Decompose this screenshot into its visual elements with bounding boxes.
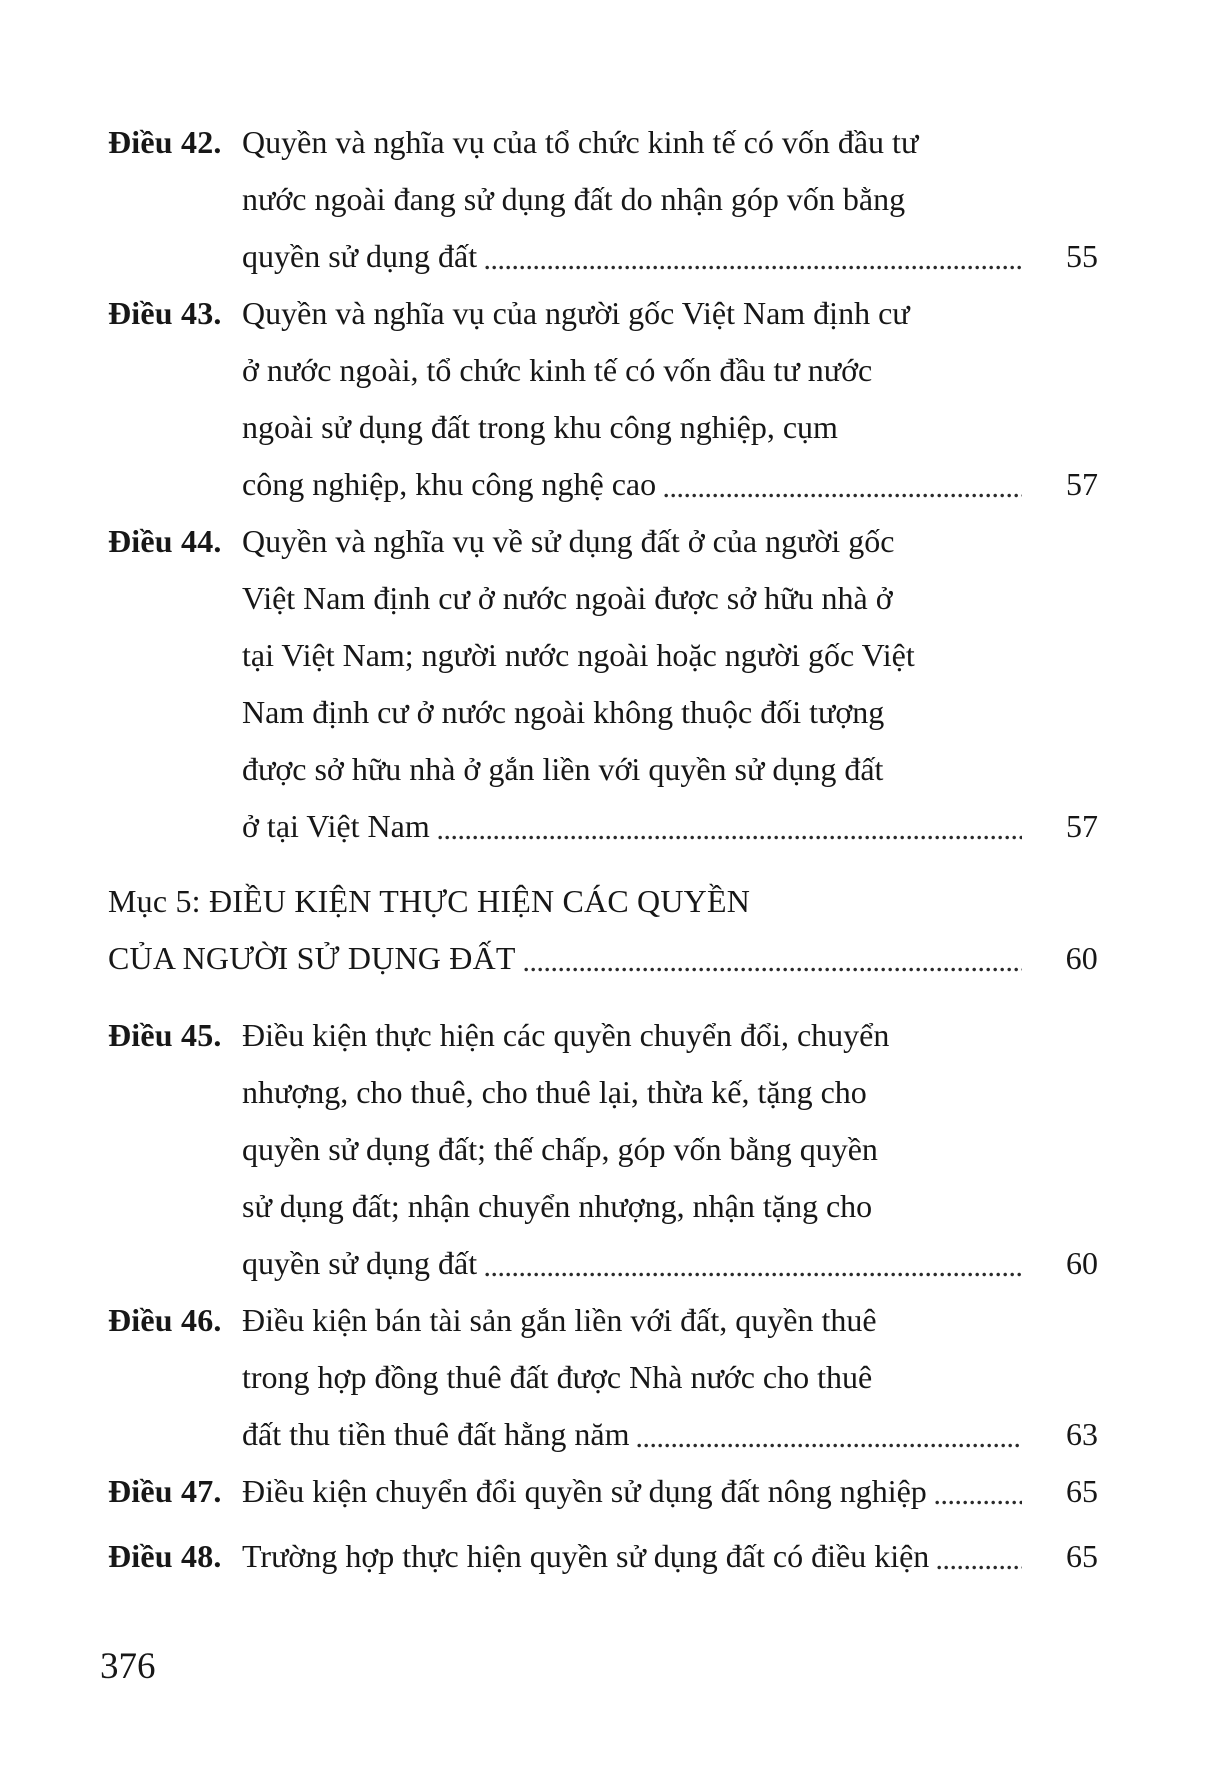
entry-line (108, 399, 1098, 456)
toc-entry-dieu-47 (108, 1463, 1098, 1520)
toc-entry-dieu-42 (108, 114, 1098, 285)
entry-line (108, 456, 1098, 513)
toc-entry-dieu-44 (108, 513, 1098, 855)
entry-line (108, 342, 1098, 399)
article-label: Điều 44. (108, 523, 222, 559)
entry-line-text: được sở hữu nhà ở gắn liền với quyền sử dụng đất (242, 751, 884, 787)
page-ref: 60 (1065, 940, 1098, 976)
entry-line-text: Điều kiện thực hiện các quyền chuyển đổi, chuyển (242, 1017, 890, 1053)
entry-line-text: nhượng, cho thuê, cho thuê lại, thừa kế, tặng cho (242, 1074, 867, 1110)
entry-line (108, 1064, 1098, 1121)
entry-line-text: quyền sử dụng đất; thế chấp, góp vốn bằng quyền (242, 1131, 878, 1167)
dot-leader (524, 967, 1022, 972)
section-heading-line (108, 873, 1098, 930)
dot-leader (935, 1500, 1022, 1505)
entry-line (108, 171, 1098, 228)
dot-leader (485, 265, 1022, 270)
entry-line-text: Điều kiện chuyển đổi quyền sử dụng đất nông nghiệp (242, 1473, 927, 1509)
section-heading-line (108, 930, 1098, 987)
entry-line-text: ngoài sử dụng đất trong khu công nghiệp, cụm (242, 409, 838, 445)
page-ref: 65 (1066, 1473, 1098, 1509)
article-label: Điều 48. (108, 1538, 222, 1574)
entry-line (108, 285, 1098, 342)
entry-line (108, 1463, 1098, 1520)
entry-line-text: Nam định cư ở nước ngoài không thuộc đối tượng (242, 694, 885, 730)
entry-line (108, 684, 1098, 741)
entry-line-text: Điều kiện bán tài sản gắn liền với đất, quyền thuê (242, 1302, 877, 1338)
entry-line (108, 798, 1098, 855)
entry-line (108, 114, 1098, 171)
section-heading-muc-5 (108, 873, 1098, 987)
entry-line-text: ở nước ngoài, tổ chức kinh tế có vốn đầu tư nước (242, 352, 873, 388)
toc-entry-dieu-45 (108, 1007, 1098, 1292)
entry-line-text: trong hợp đồng thuê đất được Nhà nước cho thuê (242, 1359, 873, 1395)
entry-line-text: quyền sử dụng đất (242, 238, 478, 274)
dot-leader (438, 835, 1022, 840)
section-heading-text: CỦA NGƯỜI SỬ DỤNG ĐẤT (108, 940, 516, 976)
page-ref: 55 (1066, 238, 1098, 274)
dot-leader (937, 1565, 1022, 1570)
entry-line (108, 570, 1098, 627)
entry-line-text: Quyền và nghĩa vụ về sử dụng đất ở của người gốc (242, 523, 895, 559)
dot-leader (485, 1272, 1022, 1277)
entry-line (108, 1292, 1098, 1349)
article-label: Điều 42. (108, 124, 222, 160)
article-label: Điều 47. (108, 1473, 222, 1509)
entry-line-text: quyền sử dụng đất (242, 1245, 478, 1281)
entry-line (108, 1178, 1098, 1235)
entry-line-text: đất thu tiền thuê đất hằng năm (242, 1416, 630, 1452)
page-ref: 63 (1066, 1416, 1098, 1452)
entry-line-text: tại Việt Nam; người nước ngoài hoặc người gốc Việt (242, 637, 915, 673)
entry-line (108, 741, 1098, 798)
table-of-contents (108, 114, 1098, 1585)
toc-entry-dieu-48 (108, 1528, 1098, 1585)
entry-line-text: Trường hợp thực hiện quyền sử dụng đất có điều kiện (242, 1538, 930, 1574)
article-label: Điều 43. (108, 295, 222, 331)
page-ref: 57 (1066, 466, 1098, 502)
entry-line-text: ở tại Việt Nam (242, 808, 430, 844)
entry-line-text: sử dụng đất; nhận chuyển nhượng, nhận tặng cho (242, 1188, 873, 1224)
page-ref: 57 (1066, 808, 1098, 844)
entry-line (108, 513, 1098, 570)
folio-page-number: 376 (100, 1646, 156, 1687)
entry-line (108, 1528, 1098, 1585)
entry-line (108, 627, 1098, 684)
entry-line-text: Quyền và nghĩa vụ của người gốc Việt Nam định cư (242, 295, 910, 331)
section-heading-text: Mục 5: ĐIỀU KIỆN THỰC HIỆN CÁC QUYỀN (108, 883, 751, 919)
entry-line (108, 1235, 1098, 1292)
entry-line-text: Việt Nam định cư ở nước ngoài được sở hữu nhà ở (242, 580, 893, 616)
entry-line (108, 1007, 1098, 1064)
toc-entry-dieu-46 (108, 1292, 1098, 1463)
entry-line-text: nước ngoài đang sử dụng đất do nhận góp vốn bằng (242, 181, 906, 217)
entry-line (108, 1349, 1098, 1406)
article-label: Điều 46. (108, 1302, 222, 1338)
page-ref: 60 (1066, 1245, 1098, 1281)
entry-line (108, 1406, 1098, 1463)
page-ref: 65 (1066, 1538, 1098, 1574)
entry-line-text: công nghiệp, khu công nghệ cao (242, 466, 657, 502)
dot-leader (637, 1443, 1022, 1448)
dot-leader (664, 493, 1022, 498)
entry-line (108, 1121, 1098, 1178)
article-label: Điều 45. (108, 1017, 222, 1053)
entry-line-text: Quyền và nghĩa vụ của tổ chức kinh tế có vốn đầu tư (242, 124, 919, 160)
toc-entry-dieu-43 (108, 285, 1098, 513)
entry-line (108, 228, 1098, 285)
